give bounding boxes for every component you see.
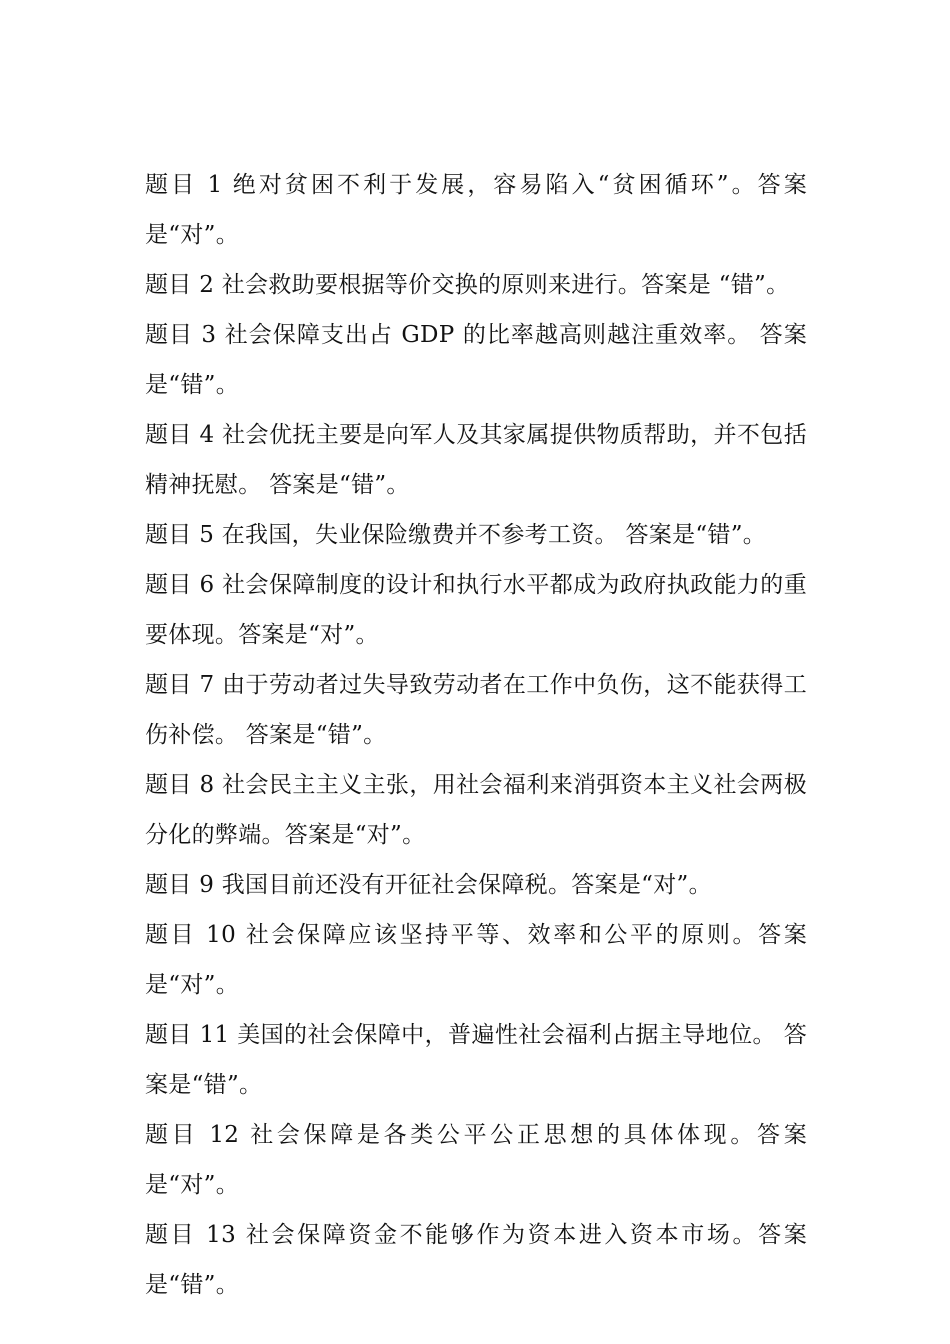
question-list: [145, 160, 807, 1310]
question-item-3: 题目 3 社会保障支出占 GDP 的比率越高则越注重效率。 答案是“错”。: [145, 322, 807, 398]
question-item-8: 题目 8 社会民主主义主张，用社会福利来消弭资本主义社会两极分化的弊端。答案是“对”。: [145, 772, 807, 848]
question-item-5: 题目 5 在我国，失业保险缴费并不参考工资。 答案是“错”。: [145, 522, 767, 548]
question-item-4: 题目 4 社会优抚主要是向军人及其家属提供物质帮助，并不包括精神抚慰。 答案是“错”。: [145, 422, 807, 498]
question-item-12: 题目 12 社会保障是各类公平公正思想的具体体现。答案是“对”。: [145, 1122, 807, 1198]
question-item-7: 题目 7 由于劳动者过失导致劳动者在工作中负伤，这不能获得工伤补偿。 答案是“错”。: [145, 672, 807, 748]
question-item-9: 题目 9 我国目前还没有开征社会保障税。答案是“对”。: [145, 872, 712, 898]
question-item-11: 题目 11 美国的社会保障中，普遍性社会福利占据主导地位。 答案是“错”。: [145, 1022, 807, 1098]
question-item-6: 题目 6 社会保障制度的设计和执行水平都成为政府执政能力的重要体现。答案是“对”。: [145, 572, 807, 648]
question-item-1: 题目 1 绝对贫困不利于发展，容易陷入“贫困循环”。答案是“对”。: [145, 172, 807, 248]
question-item-13: 题目 13 社会保障资金不能够作为资本进入资本市场。答案是“错”。: [145, 1222, 807, 1298]
question-item-10: 题目 10 社会保障应该坚持平等、效率和公平的原则。答案是“对”。: [145, 922, 807, 998]
question-item-2: 题目 2 社会救助要根据等价交换的原则来进行。答案是 “错”。: [145, 272, 790, 298]
